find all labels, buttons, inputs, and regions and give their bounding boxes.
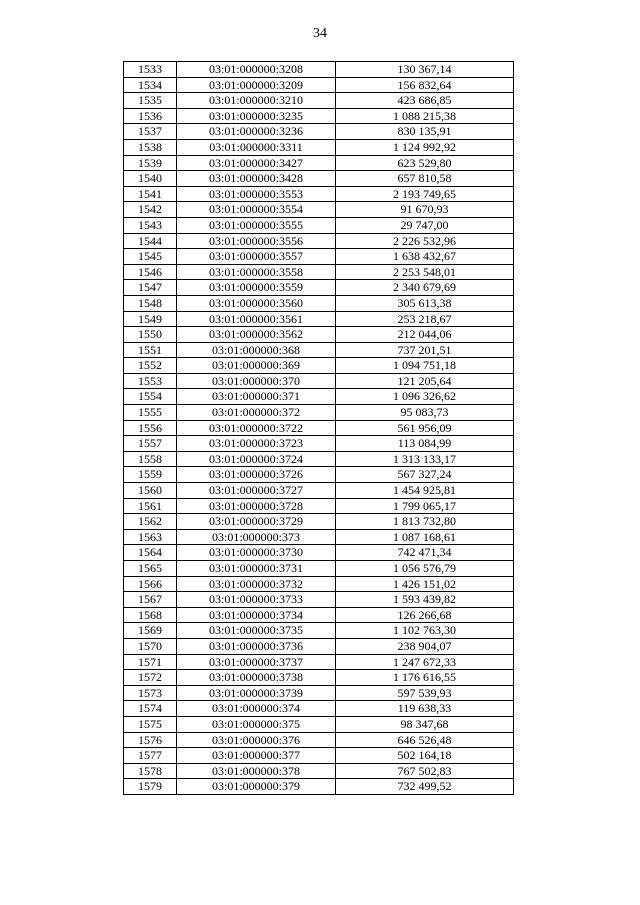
cadastral-number-cell: 03:01:000000:373: [177, 529, 336, 545]
row-number-cell: 1553: [124, 373, 177, 389]
cadastral-value-cell: 732 499,52: [336, 779, 514, 795]
row-number-cell: 1560: [124, 483, 177, 499]
cadastral-value-cell: 657 810,58: [336, 171, 514, 187]
cadastral-number-cell: 03:01:000000:3311: [177, 139, 336, 155]
row-number-cell: 1577: [124, 748, 177, 764]
table-row: [124, 171, 514, 187]
table-row: [124, 77, 514, 93]
cadastral-value-cell: 737 201,51: [336, 342, 514, 358]
row-number-cell: 1537: [124, 124, 177, 140]
row-number-cell: 1555: [124, 405, 177, 421]
cadastral-value-cell: 253 218,67: [336, 311, 514, 327]
cadastral-number-cell: 03:01:000000:3553: [177, 186, 336, 202]
table-row: [124, 561, 514, 577]
row-number-cell: 1568: [124, 607, 177, 623]
cadastral-number-cell: 03:01:000000:3737: [177, 654, 336, 670]
cadastral-number-cell: 03:01:000000:369: [177, 358, 336, 374]
table-row: [124, 249, 514, 265]
row-number-cell: 1541: [124, 186, 177, 202]
table-row: [124, 638, 514, 654]
row-number-cell: 1539: [124, 155, 177, 171]
cadastral-value-cell: 1 088 215,38: [336, 108, 514, 124]
table-row: [124, 451, 514, 467]
row-number-cell: 1569: [124, 623, 177, 639]
table-row: [124, 529, 514, 545]
cadastral-number-cell: 03:01:000000:3560: [177, 295, 336, 311]
table-row: [124, 311, 514, 327]
cadastral-number-cell: 03:01:000000:3738: [177, 670, 336, 686]
table-row: [124, 483, 514, 499]
row-number-cell: 1575: [124, 716, 177, 732]
row-number-cell: 1549: [124, 311, 177, 327]
cadastral-value-cell: 2 253 548,01: [336, 264, 514, 280]
row-number-cell: 1552: [124, 358, 177, 374]
row-number-cell: 1556: [124, 420, 177, 436]
table-row: [124, 108, 514, 124]
row-number-cell: 1551: [124, 342, 177, 358]
table-row: [124, 607, 514, 623]
row-number-cell: 1565: [124, 561, 177, 577]
row-number-cell: 1538: [124, 139, 177, 155]
cadastral-value-cell: 2 226 532,96: [336, 233, 514, 249]
row-number-cell: 1573: [124, 685, 177, 701]
cadastral-value-cell: 119 638,33: [336, 701, 514, 717]
table-row: [124, 280, 514, 296]
page-number: 34: [313, 26, 327, 41]
row-number-cell: 1542: [124, 202, 177, 218]
cadastral-number-cell: 03:01:000000:3727: [177, 483, 336, 499]
table-row: [124, 654, 514, 670]
cadastral-number-cell: 03:01:000000:3210: [177, 93, 336, 109]
cadastral-number-cell: 03:01:000000:3562: [177, 327, 336, 343]
table-row: [124, 670, 514, 686]
cadastral-value-cell: 113 084,99: [336, 436, 514, 452]
cadastral-number-cell: 03:01:000000:376: [177, 732, 336, 748]
row-number-cell: 1567: [124, 592, 177, 608]
cadastral-value-cell: 1 426 151,02: [336, 576, 514, 592]
cadastral-number-cell: 03:01:000000:370: [177, 373, 336, 389]
table-row: [124, 186, 514, 202]
table-row: [124, 436, 514, 452]
cadastral-value-cell: 1 813 732,80: [336, 514, 514, 530]
row-number-cell: 1544: [124, 233, 177, 249]
cadastral-number-cell: 03:01:000000:368: [177, 342, 336, 358]
cadastral-number-cell: 03:01:000000:3731: [177, 561, 336, 577]
table-row: [124, 233, 514, 249]
row-number-cell: 1540: [124, 171, 177, 187]
cadastral-value-cell: 597 539,93: [336, 685, 514, 701]
row-number-cell: 1574: [124, 701, 177, 717]
cadastral-value-cell: 502 164,18: [336, 748, 514, 764]
row-number-cell: 1535: [124, 93, 177, 109]
row-number-cell: 1570: [124, 638, 177, 654]
row-number-cell: 1571: [124, 654, 177, 670]
cadastral-value-cell: 238 904,07: [336, 638, 514, 654]
table-row: [124, 264, 514, 280]
row-number-cell: 1533: [124, 62, 177, 78]
row-number-cell: 1566: [124, 576, 177, 592]
table-row: [124, 623, 514, 639]
cadastral-value-cell: 423 686,85: [336, 93, 514, 109]
cadastral-number-cell: 03:01:000000:3427: [177, 155, 336, 171]
cadastral-number-cell: 03:01:000000:3722: [177, 420, 336, 436]
cadastral-value-cell: 1 799 065,17: [336, 498, 514, 514]
cadastral-number-cell: 03:01:000000:371: [177, 389, 336, 405]
table-row: [124, 420, 514, 436]
cadastral-value-cell: 29 747,00: [336, 217, 514, 233]
cadastral-number-cell: 03:01:000000:3209: [177, 77, 336, 93]
row-number-cell: 1547: [124, 280, 177, 296]
cadastral-number-cell: 03:01:000000:3735: [177, 623, 336, 639]
cadastral-value-cell: 98 347,68: [336, 716, 514, 732]
table-row: [124, 732, 514, 748]
row-number-cell: 1534: [124, 77, 177, 93]
cadastral-value-cell: 1 087 168,61: [336, 529, 514, 545]
cadastral-number-cell: 03:01:000000:372: [177, 405, 336, 421]
cadastral-number-cell: 03:01:000000:378: [177, 763, 336, 779]
cadastral-value-cell: 91 670,93: [336, 202, 514, 218]
cadastral-number-cell: 03:01:000000:3739: [177, 685, 336, 701]
table-row: [124, 358, 514, 374]
row-number-cell: 1578: [124, 763, 177, 779]
cadastral-value-cell: 1 247 672,33: [336, 654, 514, 670]
cadastral-value-cell: 1 176 616,55: [336, 670, 514, 686]
cadastral-number-cell: 03:01:000000:3724: [177, 451, 336, 467]
cadastral-number-cell: 03:01:000000:3556: [177, 233, 336, 249]
row-number-cell: 1564: [124, 545, 177, 561]
cadastral-number-cell: 03:01:000000:3558: [177, 264, 336, 280]
cadastral-number-cell: 03:01:000000:377: [177, 748, 336, 764]
cadastral-number-cell: 03:01:000000:3729: [177, 514, 336, 530]
row-number-cell: 1557: [124, 436, 177, 452]
cadastral-number-cell: 03:01:000000:374: [177, 701, 336, 717]
table-row: [124, 124, 514, 140]
cadastral-value-cell: 2 340 679,69: [336, 280, 514, 296]
cadastral-value-cell: 156 832,64: [336, 77, 514, 93]
table-row: [124, 93, 514, 109]
cadastral-value-cell: 95 083,73: [336, 405, 514, 421]
table-row: [124, 295, 514, 311]
table-body: [124, 62, 514, 795]
table-row: [124, 576, 514, 592]
cadastral-number-cell: 03:01:000000:3728: [177, 498, 336, 514]
cadastral-number-cell: 03:01:000000:3559: [177, 280, 336, 296]
cadastral-value-table: [123, 61, 514, 795]
row-number-cell: 1559: [124, 467, 177, 483]
cadastral-number-cell: 03:01:000000:3235: [177, 108, 336, 124]
cadastral-number-cell: 03:01:000000:3428: [177, 171, 336, 187]
table-row: [124, 327, 514, 343]
cadastral-value-cell: 1 593 439,82: [336, 592, 514, 608]
cadastral-value-cell: 830 135,91: [336, 124, 514, 140]
table-row: [124, 748, 514, 764]
table-row: [124, 545, 514, 561]
table-row: [124, 62, 514, 78]
table-row: [124, 373, 514, 389]
cadastral-value-cell: 767 502,83: [336, 763, 514, 779]
cadastral-value-cell: 1 094 751,18: [336, 358, 514, 374]
table-row: [124, 763, 514, 779]
cadastral-value-cell: 567 327,24: [336, 467, 514, 483]
cadastral-number-cell: 03:01:000000:3733: [177, 592, 336, 608]
row-number-cell: 1563: [124, 529, 177, 545]
cadastral-number-cell: 03:01:000000:3554: [177, 202, 336, 218]
row-number-cell: 1546: [124, 264, 177, 280]
cadastral-value-cell: 1 102 763,30: [336, 623, 514, 639]
table-row: [124, 592, 514, 608]
cadastral-number-cell: 03:01:000000:3732: [177, 576, 336, 592]
cadastral-value-cell: 646 526,48: [336, 732, 514, 748]
cadastral-value-cell: 561 956,09: [336, 420, 514, 436]
cadastral-number-cell: 03:01:000000:3208: [177, 62, 336, 78]
table-row: [124, 701, 514, 717]
cadastral-number-cell: 03:01:000000:3736: [177, 638, 336, 654]
row-number-cell: 1562: [124, 514, 177, 530]
row-number-cell: 1554: [124, 389, 177, 405]
cadastral-value-cell: 1 056 576,79: [336, 561, 514, 577]
cadastral-value-cell: 1 454 925,81: [336, 483, 514, 499]
cadastral-number-cell: 03:01:000000:3730: [177, 545, 336, 561]
cadastral-value-cell: 1 638 432,67: [336, 249, 514, 265]
table-row: [124, 342, 514, 358]
cadastral-number-cell: 03:01:000000:379: [177, 779, 336, 795]
table-row: [124, 217, 514, 233]
cadastral-value-cell: 212 044,06: [336, 327, 514, 343]
table-row: [124, 155, 514, 171]
cadastral-value-cell: 1 124 992,92: [336, 139, 514, 155]
cadastral-number-cell: 03:01:000000:3561: [177, 311, 336, 327]
row-number-cell: 1579: [124, 779, 177, 795]
cadastral-value-cell: 2 193 749,65: [336, 186, 514, 202]
row-number-cell: 1536: [124, 108, 177, 124]
row-number-cell: 1576: [124, 732, 177, 748]
cadastral-value-cell: 126 266,68: [336, 607, 514, 623]
table-row: [124, 716, 514, 732]
cadastral-value-cell: 121 205,64: [336, 373, 514, 389]
row-number-cell: 1548: [124, 295, 177, 311]
row-number-cell: 1572: [124, 670, 177, 686]
table-row: [124, 514, 514, 530]
cadastral-value-cell: 305 613,38: [336, 295, 514, 311]
table-row: [124, 779, 514, 795]
cadastral-number-cell: 03:01:000000:3236: [177, 124, 336, 140]
table-row: [124, 405, 514, 421]
cadastral-number-cell: 03:01:000000:3734: [177, 607, 336, 623]
table-row: [124, 685, 514, 701]
cadastral-value-cell: 130 367,14: [336, 62, 514, 78]
cadastral-number-cell: 03:01:000000:3557: [177, 249, 336, 265]
cadastral-number-cell: 03:01:000000:3555: [177, 217, 336, 233]
table-row: [124, 202, 514, 218]
cadastral-value-cell: 1 096 326,62: [336, 389, 514, 405]
cadastral-value-cell: 742 471,34: [336, 545, 514, 561]
cadastral-number-cell: 03:01:000000:3723: [177, 436, 336, 452]
row-number-cell: 1561: [124, 498, 177, 514]
table-row: [124, 467, 514, 483]
cadastral-number-cell: 03:01:000000:3726: [177, 467, 336, 483]
row-number-cell: 1543: [124, 217, 177, 233]
cadastral-value-cell: 623 529,80: [336, 155, 514, 171]
cadastral-value-cell: 1 313 133,17: [336, 451, 514, 467]
cadastral-number-cell: 03:01:000000:375: [177, 716, 336, 732]
row-number-cell: 1550: [124, 327, 177, 343]
row-number-cell: 1558: [124, 451, 177, 467]
row-number-cell: 1545: [124, 249, 177, 265]
table-row: [124, 139, 514, 155]
table-row: [124, 498, 514, 514]
table-row: [124, 389, 514, 405]
